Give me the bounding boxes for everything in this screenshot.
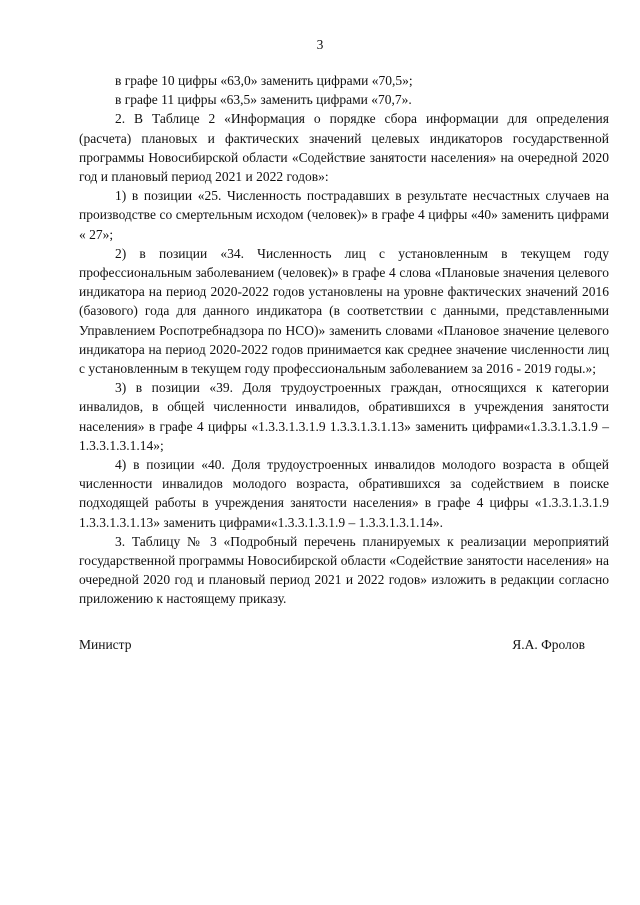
signatory-position: Министр bbox=[79, 637, 132, 652]
paragraph-subitem-4: 4) в позиции «40. Доля трудоустроенных инвалидов молодого возраста в общей численности инвалидов молодого возраста, обратившихся за содействием в поиске подходящей работы в учреждения занятости населения» в графе 4 цифры «1.3.3.1.3.1.9 1.3.3.1.3.1.13» заменить цифрами«1.3.3.1.3.1.9 – 1.3.3.1.3.1.14». bbox=[79, 457, 609, 530]
paragraph-graph11: в графе 11 цифры «63,5» заменить цифрами «70,7». bbox=[115, 92, 412, 108]
signature-block bbox=[79, 637, 585, 653]
paragraph-subitem-1: 1) в позиции «25. Численность пострадавших в результате несчастных случаев на производстве со смертельным исходом (человек)» в графе 4 цифры «40» заменить цифрами « 27»; bbox=[79, 188, 609, 242]
paragraph-item-3-table3: 3. Таблицу № 3 «Подробный перечень планируемых к реализации мероприятий государственной программы Новосибирской области «Содействие занятости населения» на очередной 2020 год и плановый период 2021 и 2022 годов» изложить в редакции согласно приложению к настоящему приказу. bbox=[79, 533, 609, 607]
page-number: 3 bbox=[316, 37, 324, 52]
paragraph-graph10: в графе 10 цифры «63,0» заменить цифрами «70,5»; bbox=[115, 73, 413, 88]
document-body bbox=[79, 71, 609, 609]
signatory-name: Я.А. Фролов bbox=[512, 637, 585, 652]
paragraph-item-2-table2: 2. В Таблице 2 «Информация о порядке сбора информации для определения (расчета) плановых и фактических значений целевых индикаторов государственной программы Новосибирской области «Содействие занятости населения» на очередной 2020 год и плановый период 2021 и 2022 годов»: bbox=[79, 111, 609, 185]
paragraph-subitem-3: 3) в позиции «39. Доля трудоустроенных граждан, относящихся к категории инвалидов, в общей численности инвалидов, обратившихся в учреждения занятости населения» в графе 4 цифры «1.3.3.1.3.1.9 1.3.3.1.3.1.13» заменить цифрами«1.3.3.1.3.1.9 – 1.3.3.1.3.1.14»; bbox=[79, 380, 609, 453]
paragraph-subitem-2: 2) в позиции «34. Численность лиц с установленным в текущем году профессиональным заболеванием (человек)» в графе 4 слова «Плановые значения целевого индикатора на период 2020-2022 годов установлены на уровне фактических значений 2016 (базового) года для данного индикатора (в соответствии с данными, представленными Управлением Роспотребнадзора по НСО)» заменить словами «Плановое значение целевого индикатора на период 2020-2022 годов принимается как среднее значение численности лиц с установленным в текущем году профессиональным заболеванием за 2016 - 2019 годы.»; bbox=[79, 245, 609, 377]
